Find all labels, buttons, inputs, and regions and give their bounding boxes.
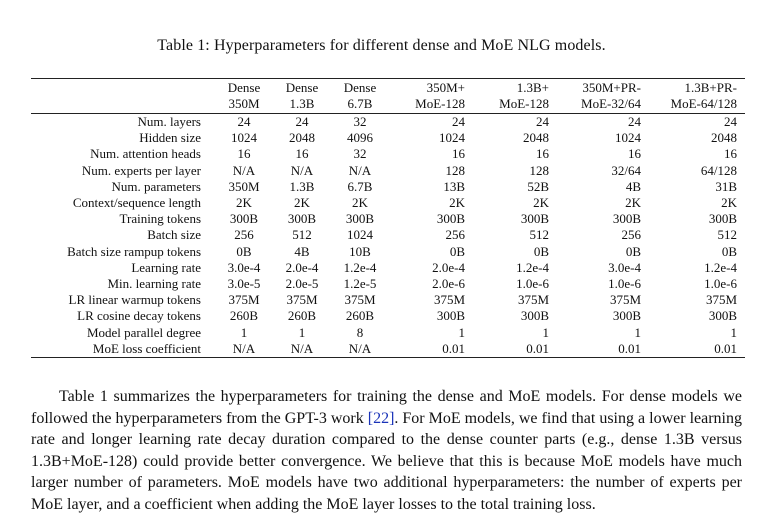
row-label: Num. layers bbox=[137, 114, 201, 129]
table-body bbox=[31, 114, 745, 358]
table-cell: 31B bbox=[715, 178, 737, 194]
table-cell: 24 bbox=[628, 114, 641, 129]
row-label: Batch size rampup tokens bbox=[67, 243, 201, 259]
table-cell: 0B bbox=[625, 243, 641, 259]
table-cell: 2K bbox=[625, 195, 641, 211]
table-cell: 13B bbox=[443, 178, 465, 194]
table-cell: 6.7B bbox=[347, 178, 373, 194]
table-cell: 2K bbox=[721, 195, 737, 211]
table-cell: 0B bbox=[236, 243, 252, 259]
table-cell: N/A bbox=[331, 341, 389, 358]
hyperparameter-table-container bbox=[31, 78, 745, 358]
row-label: Batch size bbox=[147, 227, 201, 243]
table-cell: 1 bbox=[458, 324, 465, 340]
table-cell: 2.0e-6 bbox=[432, 276, 465, 292]
row-label: LR linear warmup tokens bbox=[68, 292, 201, 308]
table-cell: 32 bbox=[353, 146, 367, 162]
table-cell: 1 bbox=[542, 324, 549, 340]
column-header-line1: 350M+PR- bbox=[557, 79, 649, 97]
table-cell: N/A bbox=[215, 341, 273, 358]
table-row bbox=[31, 130, 745, 146]
table-row bbox=[31, 244, 745, 260]
row-label: Num. attention heads bbox=[90, 146, 201, 162]
corner-header-cell bbox=[31, 79, 215, 97]
table-cell: 256 bbox=[621, 227, 641, 243]
table-cell: 0.01 bbox=[649, 341, 745, 358]
table-cell: 1.0e-6 bbox=[516, 276, 549, 292]
table-row bbox=[31, 179, 745, 195]
table-cell: 1 bbox=[298, 324, 306, 340]
table-cell: 0.01 bbox=[389, 341, 473, 358]
table-cell: 512 bbox=[529, 227, 549, 243]
table-cell: 4B bbox=[294, 243, 310, 259]
table-cell: 32/64 bbox=[611, 162, 641, 178]
hyperparameter-table bbox=[31, 78, 745, 358]
corner-header-cell bbox=[31, 96, 215, 114]
table-cell: 2K bbox=[294, 195, 310, 211]
paragraph-text-end: . For MoE models, we find that using a lower learning rate and longer learning rate decay duration compared to the dense counter parts (e.g., dense 1.3B versus 1.3B+MoE-128) could provide better convergence. We believe that this is because MoE models have much larger number of parameters. MoE models have two additional hyperparameters: the number of experts per MoE layer, and a coefficient when adding the MoE layer losses to the total training loss. bbox=[31, 409, 742, 513]
table-row bbox=[31, 308, 745, 324]
table-cell: 0B bbox=[533, 243, 549, 259]
paragraph-text-start: Table 1 summarizes the hyperparameters for training the dense and MoE models. For dense models we followed the hyperparameters from the GPT-3 work bbox=[31, 388, 742, 427]
table-cell: N/A bbox=[290, 162, 314, 178]
column-header-line2: MoE-128 bbox=[473, 96, 557, 114]
table-cell: 52B bbox=[527, 178, 549, 194]
table-cell: 3.0e-5 bbox=[227, 276, 261, 292]
table-cell: 300B bbox=[612, 308, 641, 324]
table-cell: 1 bbox=[240, 324, 248, 340]
table-cell: 2.0e-5 bbox=[285, 276, 319, 292]
row-label: Hidden size bbox=[139, 130, 201, 146]
column-header-line2: MoE-32/64 bbox=[557, 96, 649, 114]
table-cell: 4B bbox=[625, 178, 641, 194]
table-cell: 260B bbox=[229, 308, 259, 324]
table-cell: 300B bbox=[287, 211, 317, 227]
table-cell: 375M bbox=[433, 292, 465, 308]
table-row bbox=[31, 260, 745, 276]
column-header-line1: 1.3B+PR- bbox=[649, 79, 745, 97]
table-row bbox=[31, 114, 745, 131]
table-cell: 16 bbox=[295, 146, 309, 162]
column-header-line2: MoE-64/128 bbox=[649, 96, 745, 114]
table-cell: 0B bbox=[721, 243, 737, 259]
row-label: MoE loss coefficient bbox=[31, 341, 215, 358]
table-cell: 2K bbox=[352, 195, 368, 211]
table-cell: 375M bbox=[705, 292, 737, 308]
table-cell: N/A bbox=[273, 341, 331, 358]
table-cell: 16 bbox=[452, 146, 465, 162]
table-row bbox=[31, 325, 745, 341]
table-cell: 300B bbox=[436, 308, 465, 324]
table-cell: 1.2e-4 bbox=[343, 259, 377, 275]
table-cell: 128 bbox=[445, 162, 465, 178]
table-cell: 300B bbox=[520, 308, 549, 324]
table-caption: Table 1: Hyperparameters for different dense and MoE NLG models. bbox=[157, 37, 606, 54]
table-row bbox=[31, 163, 745, 179]
table-cell: 1024 bbox=[347, 227, 373, 243]
table-cell: 16 bbox=[628, 146, 641, 162]
table-cell: 375M bbox=[344, 292, 376, 308]
table-cell: 2048 bbox=[289, 130, 315, 146]
table-cell: 2.0e-4 bbox=[432, 259, 465, 275]
table-cell: 260B bbox=[287, 308, 317, 324]
table-cell: 64/128 bbox=[700, 162, 737, 178]
row-label: LR cosine decay tokens bbox=[77, 308, 201, 324]
table-cell: N/A bbox=[348, 162, 372, 178]
row-label: Min. learning rate bbox=[107, 276, 201, 292]
table-cell: 8 bbox=[356, 324, 364, 340]
body-paragraph bbox=[31, 386, 742, 515]
table-cell: 350M bbox=[228, 178, 260, 194]
table-cell: N/A bbox=[232, 162, 256, 178]
table-cell: 2048 bbox=[711, 130, 737, 146]
table-cell: 375M bbox=[286, 292, 318, 308]
table-cell: 24 bbox=[295, 114, 309, 129]
table-cell: 3.0e-4 bbox=[227, 259, 261, 275]
table-cell: 1024 bbox=[439, 130, 465, 146]
header-row-2 bbox=[31, 96, 745, 114]
table-cell: 32 bbox=[353, 114, 367, 129]
table-cell: 16 bbox=[536, 146, 549, 162]
table-cell: 0.01 bbox=[557, 341, 649, 358]
table-cell: 2K bbox=[236, 195, 252, 211]
table-cell: 0.01 bbox=[473, 341, 557, 358]
table-cell: 1024 bbox=[231, 130, 257, 146]
table-cell: 375M bbox=[517, 292, 549, 308]
table-cell: 24 bbox=[724, 114, 737, 129]
table-cell: 2048 bbox=[523, 130, 549, 146]
table-cell: 24 bbox=[237, 114, 251, 129]
table-cell: 1.2e-4 bbox=[704, 259, 737, 275]
table-cell: 300B bbox=[708, 308, 737, 324]
row-label: Num. experts per layer bbox=[81, 162, 201, 178]
table-cell: 375M bbox=[609, 292, 641, 308]
table-cell: 1.2e-5 bbox=[343, 276, 377, 292]
table-cell: 24 bbox=[536, 114, 549, 129]
table-cell: 300B bbox=[612, 211, 641, 227]
table-row bbox=[31, 276, 745, 292]
table-row bbox=[31, 227, 745, 243]
table-cell: 1.0e-6 bbox=[704, 276, 737, 292]
table-cell: 256 bbox=[234, 227, 254, 243]
table-row bbox=[31, 211, 745, 227]
table-cell: 2.0e-4 bbox=[285, 259, 319, 275]
row-label: Learning rate bbox=[131, 259, 201, 275]
column-header-line2: 6.7B bbox=[331, 96, 389, 114]
table-cell: 0B bbox=[449, 243, 465, 259]
table-row bbox=[31, 341, 745, 358]
table-cell: 1.2e-4 bbox=[516, 259, 549, 275]
table-cell: 512 bbox=[717, 227, 737, 243]
table-cell: 1 bbox=[634, 324, 641, 340]
table-row bbox=[31, 292, 745, 308]
citation-link[interactable]: [22] bbox=[367, 409, 395, 427]
column-header-line1: 1.3B+ bbox=[473, 79, 557, 97]
table-row bbox=[31, 195, 745, 211]
row-label: Num. parameters bbox=[111, 178, 201, 194]
row-label: Training tokens bbox=[119, 211, 201, 227]
table-cell: 16 bbox=[724, 146, 737, 162]
table-cell: 2K bbox=[449, 195, 465, 211]
table-cell: 4096 bbox=[347, 130, 373, 146]
table-cell: 300B bbox=[345, 211, 375, 227]
table-cell: 24 bbox=[452, 114, 465, 129]
table-cell: 300B bbox=[520, 211, 549, 227]
table-cell: 3.0e-4 bbox=[608, 259, 641, 275]
table-cell: 300B bbox=[436, 211, 465, 227]
table-cell: 1.0e-6 bbox=[608, 276, 641, 292]
table-cell: 16 bbox=[237, 146, 251, 162]
table-cell: 300B bbox=[229, 211, 259, 227]
table-cell: 375M bbox=[228, 292, 260, 308]
column-header-line2: 350M bbox=[215, 96, 273, 114]
table-cell: 1.3B bbox=[289, 178, 315, 194]
column-header-line1: Dense bbox=[331, 79, 389, 97]
table-cell: 512 bbox=[292, 227, 312, 243]
row-label: Model parallel degree bbox=[86, 324, 201, 340]
column-header-line2: 1.3B bbox=[273, 96, 331, 114]
table-cell: 10B bbox=[349, 243, 371, 259]
column-header-line1: Dense bbox=[273, 79, 331, 97]
table-cell: 256 bbox=[445, 227, 465, 243]
column-header-line2: MoE-128 bbox=[389, 96, 473, 114]
table-cell: 1024 bbox=[615, 130, 641, 146]
table-row bbox=[31, 146, 745, 162]
table-cell: 1 bbox=[730, 324, 737, 340]
header-row-1 bbox=[31, 79, 745, 97]
table-cell: 128 bbox=[529, 162, 549, 178]
table-cell: 300B bbox=[708, 211, 737, 227]
column-header-line1: 350M+ bbox=[389, 79, 473, 97]
table-cell: 2K bbox=[533, 195, 549, 211]
column-header-line1: Dense bbox=[215, 79, 273, 97]
row-label: Context/sequence length bbox=[72, 195, 201, 211]
table-cell: 260B bbox=[345, 308, 375, 324]
